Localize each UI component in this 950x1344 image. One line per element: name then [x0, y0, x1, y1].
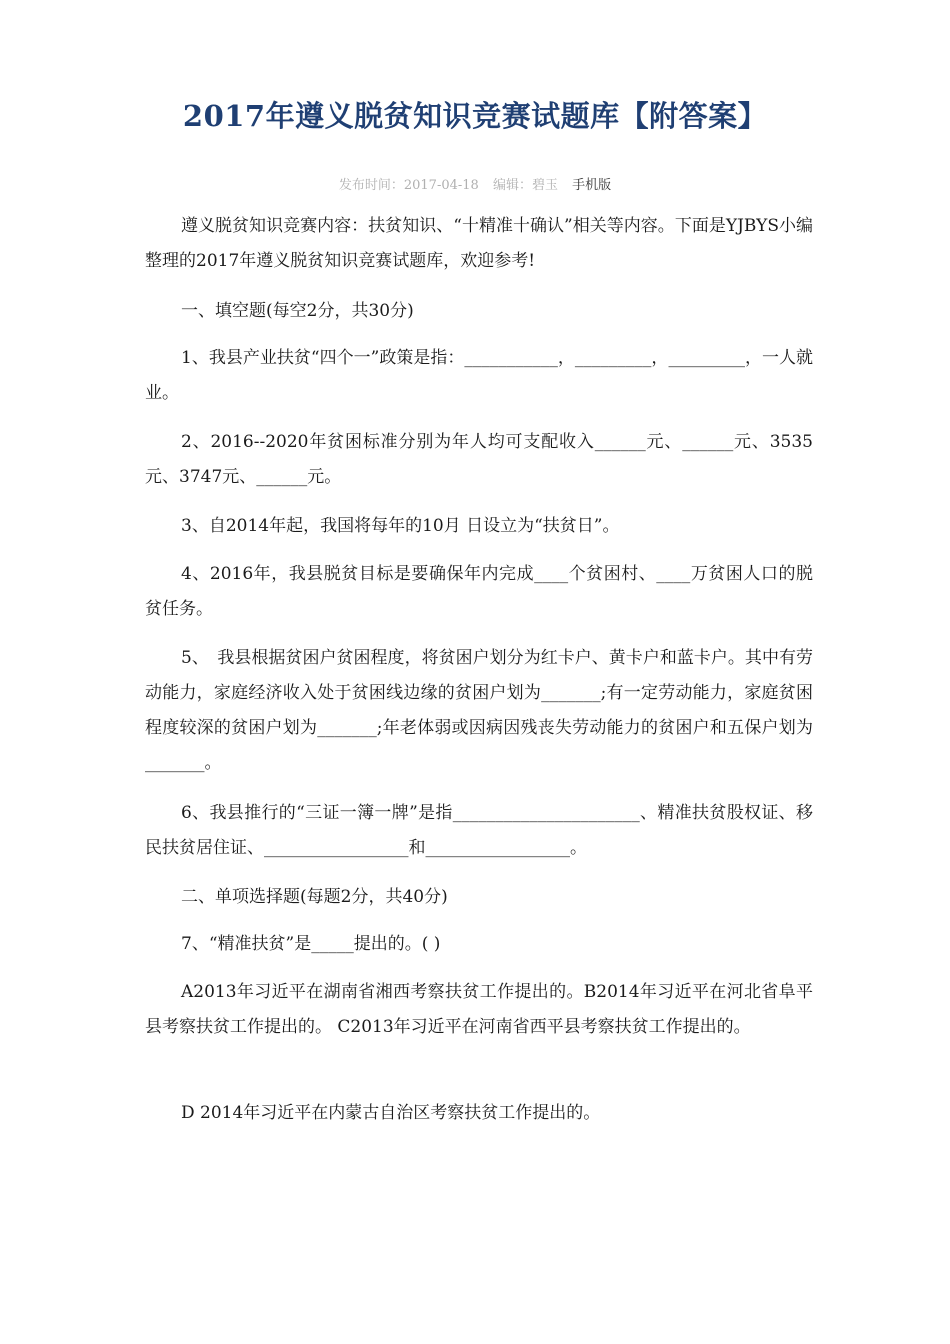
section-heading-fill-in: 一、填空题(每空2分，共30分)	[181, 301, 414, 321]
article-meta	[0, 174, 950, 193]
question-7-options-abc: A2013年习近平在湖南省湘西考察扶贫工作提出的。B2014年习近平在河北省阜平县考察扶贫工作提出的。 C2013年习近平在河南省西平县考察扶贫工作提出的。	[145, 982, 813, 1037]
section-heading-choice: 二、单项选择题(每题2分，共40分)	[181, 887, 448, 907]
question-2: 2、2016--2020年贫困标准分别为年人均可支配收入______元、______元、3535元、3747元、______元。	[145, 432, 813, 487]
mobile-version-link[interactable]: 手机版	[572, 178, 612, 193]
article-title: 2017年遵义脱贫知识竞赛试题库【附答案】	[182, 99, 768, 133]
question-7: 7、“精准扶贫”是_____提出的。( )	[181, 934, 441, 954]
question-7-option-d: D 2014年习近平在内蒙古自治区考察扶贫工作提出的。	[181, 1103, 601, 1123]
question-1: 1、我县产业扶贫“四个一”政策是指：___________，_________，_________，一人就业。	[145, 348, 813, 403]
question-5: 5、 我县根据贫困户贫困程度，将贫困户划分为红卡户、黄卡户和蓝卡户。其中有劳动能力，家庭经济收入处于贫困线边缘的贫困户划为_______;有一定劳动能力，家庭贫困程度较深的贫困户划为_______;年老体弱或因病因残丧失劳动能力的贫困户和五保户划为_______。	[145, 648, 813, 773]
intro-paragraph: 遵义脱贫知识竞赛内容：扶贫知识、“十精准十确认”相关等内容。下面是YJBYS小编整理的2017年遵义脱贫知识竞赛试题库，欢迎参考!	[145, 216, 813, 271]
editor-name: 编辑：碧玉	[492, 178, 558, 193]
publish-time: 发布时间：2017-04-18	[338, 178, 479, 193]
question-4: 4、2016年，我县脱贫目标是要确保年内完成____个贫困村、____万贫困人口的脱贫任务。	[145, 564, 813, 619]
question-6: 6、我县推行的“三证一簿一牌”是指______________________、精准扶贫股权证、移民扶贫居住证、_________________和_________________。	[145, 803, 813, 858]
question-3: 3、自2014年起，我国将每年的10月 日设立为“扶贫日”。	[181, 516, 620, 536]
